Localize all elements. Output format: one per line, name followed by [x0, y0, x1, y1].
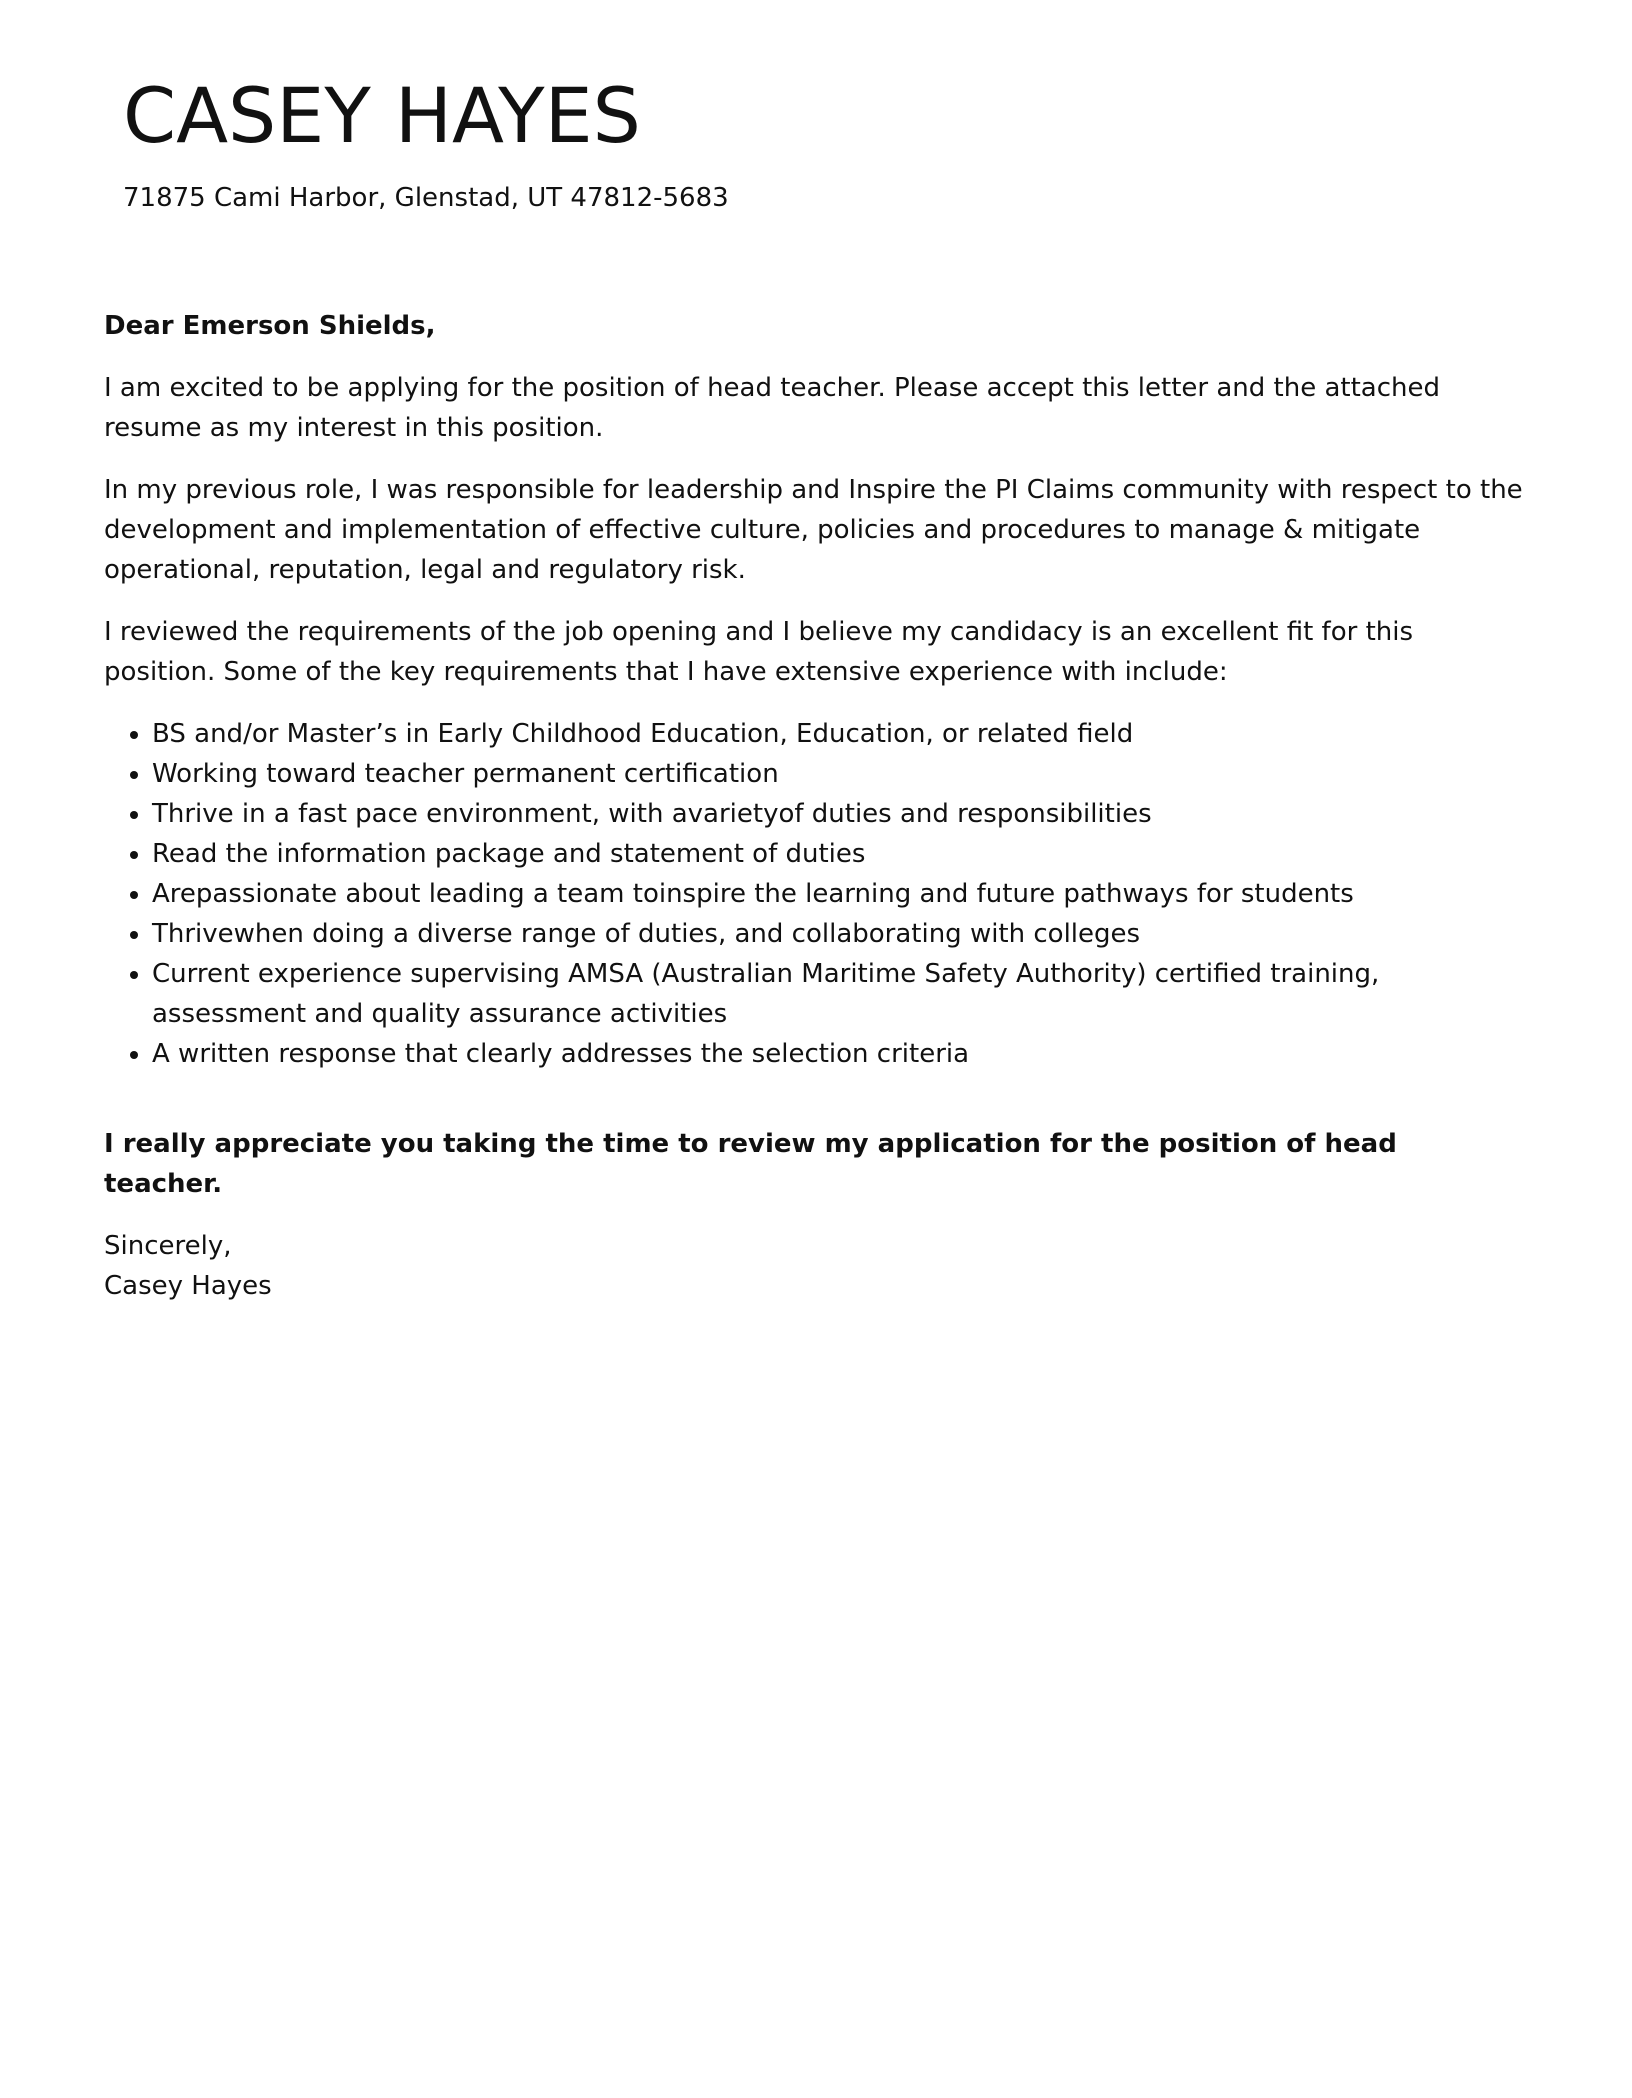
signoff: Sincerely, — [104, 1231, 232, 1261]
letter-body — [104, 306, 1524, 1306]
salutation: Dear Emerson Shields, — [104, 311, 436, 341]
list-item: • A written response that clearly addresses the selection criteria — [152, 1034, 1524, 1074]
intro-paragraph: I am excited to be applying for the position of head teacher. Please accept this letter and the attached resume as my interest in this position. — [104, 373, 1441, 443]
requirements-intro-paragraph: I reviewed the requirements of the job opening and I believe my candidacy is an excellent fit for this position. Some of the key requirements that I have extensive experience with include: — [104, 617, 1414, 687]
applicant-name: CASEY HAYES — [123, 71, 641, 160]
requirements-list — [104, 714, 1524, 1074]
list-item: • Working toward teacher permanent certification — [152, 754, 1524, 794]
list-item: • Arepassionate about leading a team toinspire the learning and future pathways for students — [152, 874, 1524, 914]
applicant-address: 71875 Cami Harbor, Glenstad, UT 47812-5683 — [123, 183, 729, 213]
list-item: • BS and/or Master’s in Early Childhood Education, Education, or related field — [152, 714, 1524, 754]
list-item: • Current experience supervising AMSA (Australian Maritime Safety Authority) certified training, assessment and quality assurance activities — [152, 954, 1524, 1034]
experience-paragraph: In my previous role, I was responsible for leadership and Inspire the PI Claims community with respect to the development and implementation of effective culture, policies and procedures to manage & mitigate operational, reputation, legal and regulatory risk. — [104, 475, 1523, 585]
list-item: • Thrivewhen doing a diverse range of duties, and collaborating with colleges — [152, 914, 1524, 954]
signature-name: Casey Hayes — [104, 1271, 272, 1301]
list-item: • Read the information package and statement of duties — [152, 834, 1524, 874]
closing-statement: I really appreciate you taking the time to review my application for the position of head teacher. — [104, 1129, 1397, 1199]
list-item: • Thrive in a fast pace environment, with avarietyof duties and responsibilities — [152, 794, 1524, 834]
letter-header — [123, 72, 729, 216]
